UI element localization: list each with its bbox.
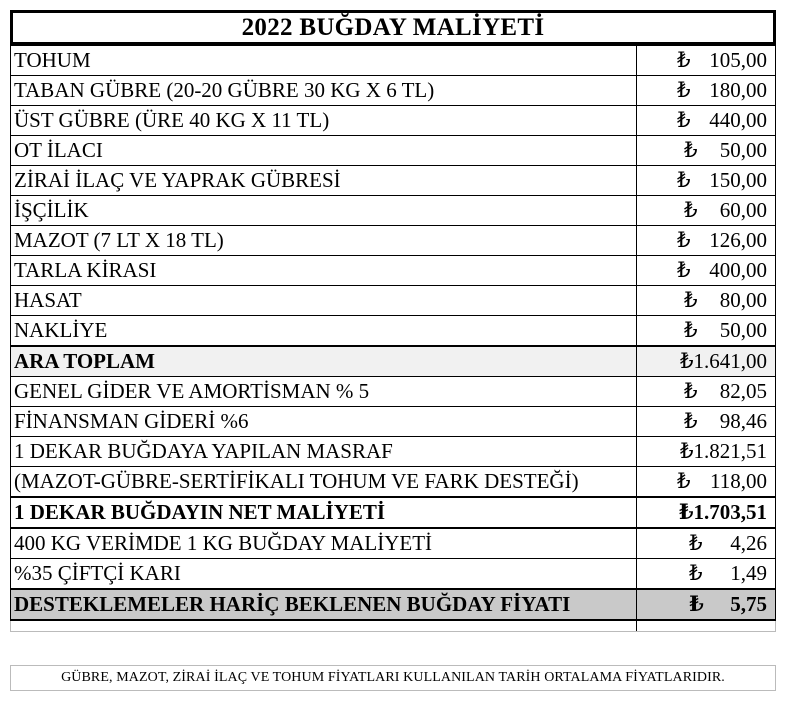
- row-value-cell: [637, 316, 776, 347]
- row-value-cell: [637, 286, 776, 316]
- lira-symbol: ₺: [684, 379, 698, 403]
- lira-symbol: ₺: [684, 198, 698, 222]
- footnote: GÜBRE, MAZOT, ZİRAİ İLAÇ VE TOHUM FİYATLARI KULLANILAN TARİH ORTALAMA FİYATLARIDIR.: [10, 665, 776, 691]
- table-row: [11, 407, 776, 437]
- row-value-cell: [637, 559, 776, 590]
- empty-cell: [637, 620, 776, 631]
- row-label: FİNANSMAN GİDERİ %6: [11, 407, 637, 437]
- row-label: (MAZOT-GÜBRE-SERTİFİKALI TOHUM VE FARK DESTEĞİ): [11, 467, 637, 498]
- row-value: 80,00: [719, 288, 767, 312]
- table-row: [11, 528, 776, 559]
- row-label: TABAN GÜBRE (20-20 GÜBRE 30 KG X 6 TL): [11, 76, 637, 106]
- row-value: 1,49: [730, 561, 767, 585]
- lira-symbol: ₺: [684, 138, 698, 162]
- lira-symbol: ₺: [689, 561, 703, 585]
- lira-symbol: ₺: [677, 469, 691, 493]
- row-value: 105,00: [709, 48, 767, 72]
- table-row: [11, 76, 776, 106]
- row-label: OT İLACI: [11, 136, 637, 166]
- lira-symbol: ₺: [677, 108, 691, 132]
- row-label: TARLA KİRASI: [11, 256, 637, 286]
- row-value-cell: [637, 76, 776, 106]
- row-value: ₺1.641,00: [637, 346, 776, 377]
- table-row: [11, 256, 776, 286]
- row-value-cell: [637, 106, 776, 136]
- lira-symbol: ₺: [677, 168, 691, 192]
- empty-cell: [11, 620, 637, 631]
- row-value: 50,00: [719, 138, 767, 162]
- table-row: [11, 286, 776, 316]
- subtotal-row: [11, 346, 776, 377]
- row-label: TOHUM: [11, 46, 637, 76]
- row-value-cell: [637, 528, 776, 559]
- row-value-cell: [637, 46, 776, 76]
- lira-symbol: ₺: [677, 228, 691, 252]
- table-row: [11, 377, 776, 407]
- table-row: [11, 136, 776, 166]
- table-row: [11, 437, 776, 467]
- expected-price-row: [11, 589, 776, 620]
- row-label: 400 KG VERİMDE 1 KG BUĞDAY MALİYETİ: [11, 528, 637, 559]
- row-value: ₺1.703,51: [637, 497, 776, 528]
- row-value: 50,00: [719, 318, 767, 342]
- table-row: [11, 226, 776, 256]
- table-row: [11, 166, 776, 196]
- lira-symbol: ₺: [677, 78, 691, 102]
- row-label: ARA TOPLAM: [11, 346, 637, 377]
- row-value: 126,00: [709, 228, 767, 252]
- table-row: [11, 196, 776, 226]
- lira-symbol: ₺: [677, 48, 691, 72]
- row-value: 400,00: [709, 258, 767, 282]
- table-row: [11, 46, 776, 76]
- row-value: 118,00: [710, 469, 767, 493]
- row-value: 150,00: [709, 168, 767, 192]
- row-value-cell: [637, 589, 776, 620]
- row-value: 60,00: [719, 198, 767, 222]
- row-label: GENEL GİDER VE AMORTİSMAN % 5: [11, 377, 637, 407]
- empty-row: [11, 620, 776, 631]
- row-label: %35 ÇİFTÇİ KARI: [11, 559, 637, 590]
- row-value: 4,26: [730, 531, 767, 555]
- row-value: 82,05: [719, 379, 767, 403]
- row-label: DESTEKLEMELER HARİÇ BEKLENEN BUĞDAY FİYATI: [11, 589, 637, 620]
- sheet-title: 2022 BUĞDAY MALİYETİ: [10, 10, 776, 45]
- row-value-cell: [637, 407, 776, 437]
- row-value: 5,75: [730, 592, 767, 616]
- row-label: ZİRAİ İLAÇ VE YAPRAK GÜBRESİ: [11, 166, 637, 196]
- row-value: ₺1.821,51: [637, 437, 776, 467]
- cost-sheet: [10, 10, 776, 632]
- row-label: NAKLİYE: [11, 316, 637, 347]
- row-value: 98,46: [719, 409, 767, 433]
- table-row: [11, 316, 776, 347]
- net-cost-row: [11, 497, 776, 528]
- row-value-cell: [637, 166, 776, 196]
- row-value-cell: [637, 196, 776, 226]
- row-value-cell: [637, 256, 776, 286]
- row-label: ÜST GÜBRE (ÜRE 40 KG X 11 TL): [11, 106, 637, 136]
- row-value-cell: [637, 377, 776, 407]
- lira-symbol: ₺: [689, 592, 704, 616]
- row-label: MAZOT (7 LT X 18 TL): [11, 226, 637, 256]
- table-row: [11, 106, 776, 136]
- table-row: [11, 467, 776, 498]
- row-label: HASAT: [11, 286, 637, 316]
- row-value-cell: [637, 136, 776, 166]
- row-value-cell: [637, 226, 776, 256]
- row-label: 1 DEKAR BUĞDAYA YAPILAN MASRAF: [11, 437, 637, 467]
- lira-symbol: ₺: [677, 258, 691, 282]
- cost-table: [10, 45, 776, 632]
- row-label: İŞÇİLİK: [11, 196, 637, 226]
- lira-symbol: ₺: [684, 409, 698, 433]
- row-label: 1 DEKAR BUĞDAYIN NET MALİYETİ: [11, 497, 637, 528]
- row-value: 180,00: [709, 78, 767, 102]
- lira-symbol: ₺: [684, 318, 698, 342]
- table-row: [11, 559, 776, 590]
- row-value-cell: [637, 467, 776, 498]
- row-value: 440,00: [709, 108, 767, 132]
- lira-symbol: ₺: [684, 288, 698, 312]
- lira-symbol: ₺: [689, 531, 703, 555]
